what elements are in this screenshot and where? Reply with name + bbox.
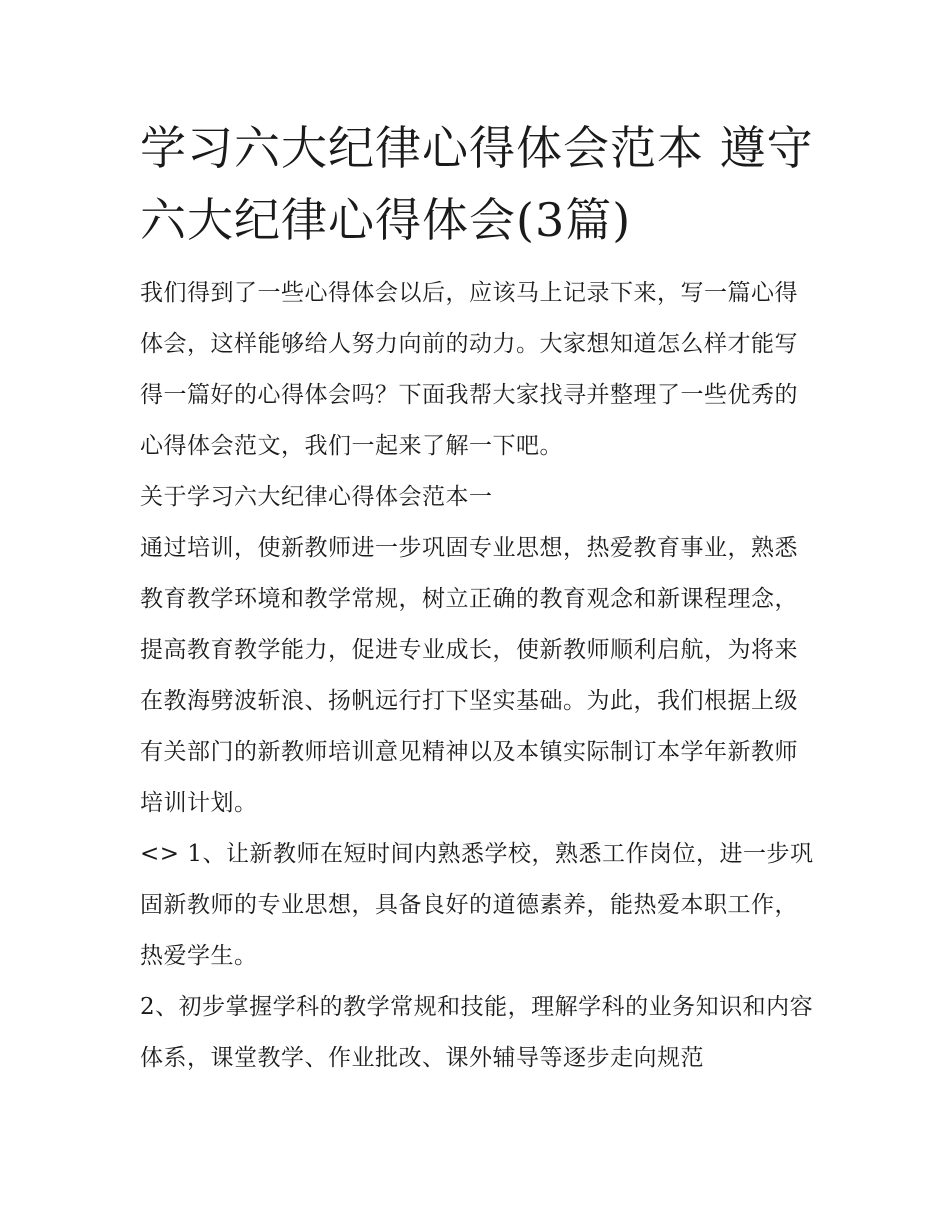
- section-heading: 关于学习六大纪律心得体会范本一: [140, 484, 493, 510]
- document-page: [140, 112, 815, 1084]
- document-title: 学习六大纪律心得体会范本 遵守六大纪律心得体会(3篇): [140, 121, 814, 247]
- intro-paragraph: 我们得到了一些心得体会以后，应该马上记录下来，写一篇心得体会，这样能够给人努力向前的动力。大家想知道怎么样才能写得一篇好的心得体会吗？下面我帮大家找寻并整理了一些优秀的心得体会范文，我们一起来了解一下吧。: [140, 280, 798, 459]
- body-paragraph-2: <> 1、让新教师在短时间内熟悉学校，熟悉工作岗位，进一步巩固新教师的专业思想，具备良好的道德素养，能热爱本职工作，热爱学生。: [140, 841, 814, 969]
- body-paragraph-1: 通过培训，使新教师进一步巩固专业思想，热爱教育事业，熟悉教育教学环境和教学常规，树立正确的教育观念和新课程理念，提高教育教学能力，促进专业成长，使新教师顺利启航，为将来在教海劈波斩浪、扬帆远行打下坚实基础。为此，我们根据上级有关部门的新教师培训意见精神以及本镇实际制订本学年新教师培训计划。: [140, 535, 798, 816]
- body-paragraph-3: 2、初步掌握学科的教学常规和技能，理解学科的业务知识和内容体系，课堂教学、作业批改、课外辅导等逐步走向规范: [140, 994, 814, 1071]
